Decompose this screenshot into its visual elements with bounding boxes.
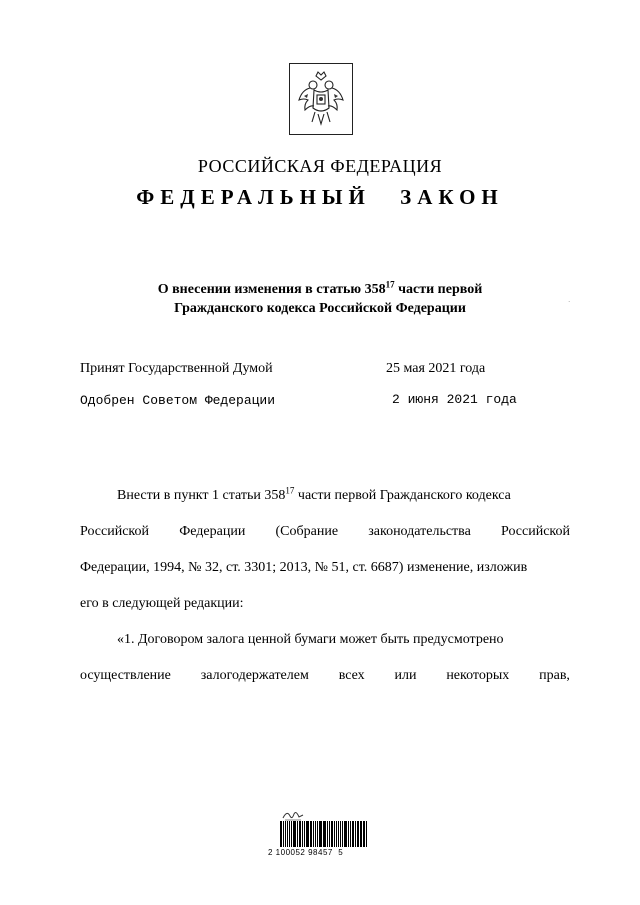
title-text: О внесении изменения в статью 358 [157,282,386,297]
word: некоторых [446,668,510,683]
barcode-bar [363,821,365,847]
barcode-bar [329,821,330,847]
barcode-bar [319,821,322,847]
barcode-bar [283,821,284,847]
barcode-bar [317,821,318,847]
title-text-end: части первой [394,282,483,297]
signature-mark-icon [281,808,305,822]
coat-of-arms-emblem [289,63,353,135]
scan-mark: · [568,298,571,306]
word: всех [338,668,365,683]
barcode-bar [280,821,282,847]
barcode-bar [366,821,367,847]
paragraph-2-line-2 [80,668,570,684]
word: Федерации [179,524,246,539]
council-approval-label: Одобрен Советом Федерации [80,393,276,408]
barcode-bar [324,821,326,847]
document-type-heading: ФЕДЕРАЛЬНЫЙ ЗАКОН [136,185,504,209]
word: (Собрание [275,524,339,539]
word: или [394,668,417,683]
law-title-line-1 [0,279,640,298]
word: осуществление [80,668,171,683]
barcode-bar [285,821,286,847]
double-headed-eagle-icon [296,70,346,128]
barcode-bar [342,821,343,847]
paragraph-1-line-3: Федерации, 1994, № 32, ст. 3301; 2013, № 51, ст. 6687) изменение, изложив [80,560,528,575]
barcode-bar [336,821,337,847]
barcode-bar [297,821,298,847]
barcode-bar [350,821,351,847]
barcode-bar [287,821,289,847]
barcode-bar [344,821,347,847]
paragraph-1-line-1 [117,485,511,504]
word: залогодержателем [200,668,309,683]
barcode-bar [352,821,354,847]
p1-superscript: 17 [285,485,295,496]
barcode-bar [348,821,349,847]
barcode-bar [293,821,296,847]
barcode-bar [360,821,362,847]
barcode-bar [355,821,356,847]
barcode-bar [291,821,292,847]
barcode-bar [331,821,333,847]
duma-adoption-date: 25 мая 2021 года [386,361,486,376]
barcode-bar [304,821,305,847]
barcode-bar [289,821,290,847]
word: законодательства [368,524,471,539]
barcode [280,821,368,847]
council-approval-date: 2 июня 2021 года [392,392,517,407]
barcode-bar [306,821,307,847]
barcode-bar [315,821,316,847]
title-superscript: 17 [385,279,395,290]
p1-end: части первой Гражданского кодекса [294,488,511,503]
barcode-bar [299,821,301,847]
paragraph-2-line-1: «1. Договором залога ценной бумаги может быть предусмотрено [117,632,504,647]
barcode-bar [323,821,324,847]
barcode-bar [327,821,328,847]
law-title-line-2: Гражданского кодекса Российской Федерации [174,301,466,316]
word: прав, [539,668,570,683]
duma-adoption-label: Принят Государственной Думой [80,361,273,376]
paragraph-1-line-4: его в следующей редакции: [80,596,244,611]
barcode-bar [310,821,312,847]
barcode-bar [302,821,303,847]
barcode-number: 2 100052 98457 5 [268,848,344,857]
paragraph-1-line-2 [80,524,570,540]
country-heading: РОССИЙСКАЯ ФЕДЕРАЦИЯ [197,156,443,176]
word: Российской [80,524,149,539]
barcode-bar [340,821,342,847]
p1-start: Внести в пункт 1 статьи 358 [117,488,286,503]
barcode-bar [307,821,309,847]
barcode-bar [313,821,314,847]
barcode-bar [357,821,358,847]
barcode-bar [334,821,335,847]
word: Российской [501,524,570,539]
barcode-bar [338,821,339,847]
barcode-bar [358,821,359,847]
